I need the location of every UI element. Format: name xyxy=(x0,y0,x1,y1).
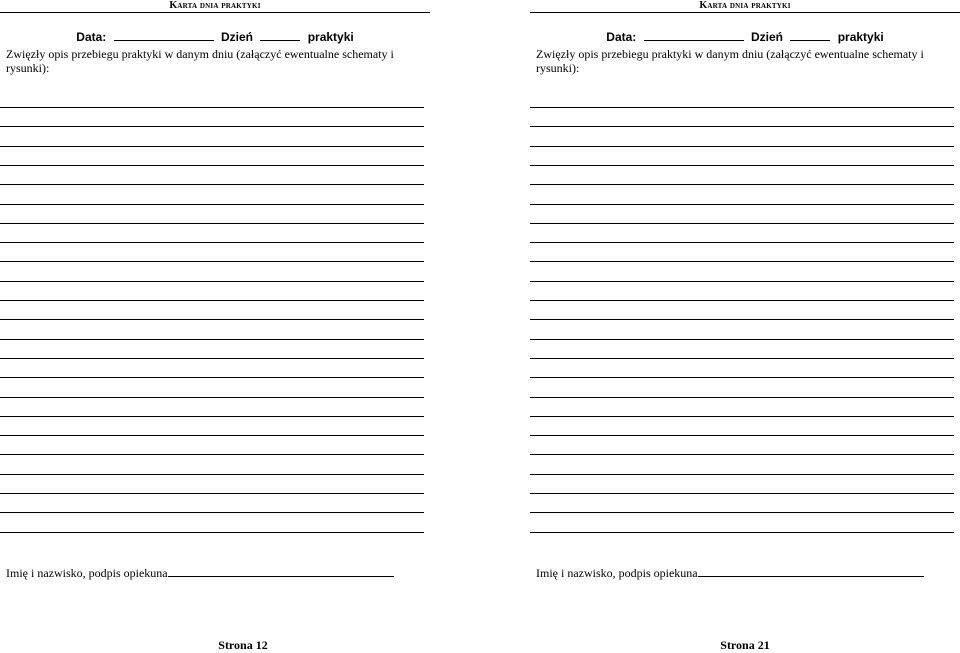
writing-line xyxy=(0,184,424,185)
practice-label: praktyki xyxy=(837,30,884,44)
writing-line xyxy=(530,223,954,224)
writing-line xyxy=(0,204,424,205)
writing-line xyxy=(530,339,954,340)
writing-line xyxy=(530,242,954,243)
writing-line xyxy=(0,339,424,340)
signature-field[interactable] xyxy=(698,565,924,577)
writing-line xyxy=(0,165,424,166)
description-text: Zwięzły opis przebiegu praktyki w danym dniu (załączyć ewentualne schematy i rysunki): xyxy=(6,47,394,75)
page-header: Karta dnia praktyki xyxy=(530,0,960,13)
writing-line xyxy=(530,474,954,475)
writing-line xyxy=(530,261,954,262)
writing-line xyxy=(0,454,424,455)
writing-line xyxy=(0,397,424,398)
writing-line xyxy=(530,165,954,166)
writing-line xyxy=(0,107,424,108)
writing-line xyxy=(530,512,954,513)
writing-line xyxy=(530,416,954,417)
date-label: Data: xyxy=(606,30,637,44)
writing-line xyxy=(530,493,954,494)
signature-field[interactable] xyxy=(168,565,394,577)
writing-line xyxy=(0,146,424,147)
writing-line xyxy=(530,300,954,301)
signature-label: Imię i nazwisko, podpis opiekuna xyxy=(536,566,698,580)
page-left xyxy=(0,0,430,652)
writing-line xyxy=(0,377,424,378)
writing-line xyxy=(530,454,954,455)
writing-line xyxy=(0,416,424,417)
date-label: Data: xyxy=(76,30,107,44)
description-text: Zwięzły opis przebiegu praktyki w danym dniu (załączyć ewentualne schematy i rysunki): xyxy=(536,47,924,75)
writing-line xyxy=(0,261,424,262)
writing-line xyxy=(0,126,424,127)
signature-label: Imię i nazwisko, podpis opiekuna xyxy=(6,566,168,580)
page-number: Strona 21 xyxy=(720,638,770,652)
writing-line xyxy=(530,126,954,127)
writing-line xyxy=(530,107,954,108)
writing-line xyxy=(530,146,954,147)
writing-line xyxy=(0,300,424,301)
writing-line xyxy=(530,397,954,398)
writing-line xyxy=(530,281,954,282)
writing-line xyxy=(530,184,954,185)
writing-line xyxy=(0,358,424,359)
writing-lines[interactable] xyxy=(0,0,430,652)
page-header: Karta dnia praktyki xyxy=(0,0,430,13)
writing-line xyxy=(530,204,954,205)
writing-line xyxy=(0,532,424,533)
writing-line xyxy=(0,435,424,436)
writing-line xyxy=(0,281,424,282)
writing-line xyxy=(530,532,954,533)
writing-line xyxy=(530,358,954,359)
page-number: Strona 12 xyxy=(218,638,268,652)
writing-line xyxy=(0,223,424,224)
writing-line xyxy=(0,493,424,494)
page-right xyxy=(530,0,960,652)
writing-line xyxy=(530,377,954,378)
day-label: Dzień xyxy=(220,30,253,44)
writing-lines[interactable] xyxy=(530,0,960,652)
writing-line xyxy=(0,319,424,320)
practice-label: praktyki xyxy=(307,30,354,44)
writing-line xyxy=(0,474,424,475)
writing-line xyxy=(0,512,424,513)
signature-line xyxy=(6,565,394,581)
day-label: Dzień xyxy=(750,30,783,44)
signature-line xyxy=(536,565,924,581)
writing-line xyxy=(0,242,424,243)
writing-line xyxy=(530,435,954,436)
writing-line xyxy=(530,319,954,320)
